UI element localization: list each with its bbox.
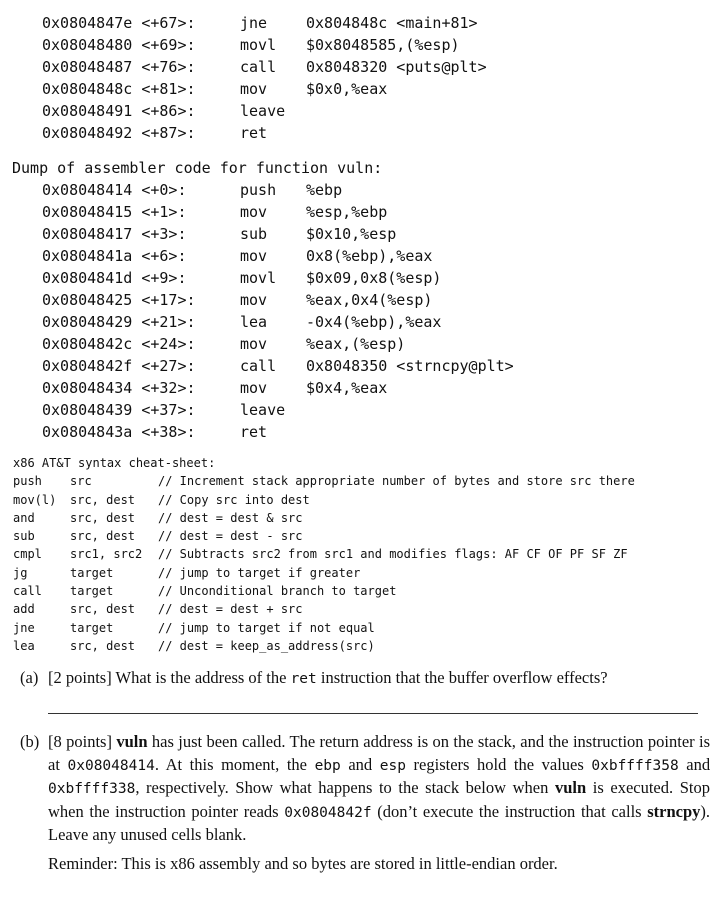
question-a-text-2: instruction that the buffer overflow effects? (320, 668, 608, 687)
cheat-args: target (70, 620, 114, 635)
question-b-code-1: 0x08048414 (67, 757, 155, 774)
asm-line (0, 245, 715, 267)
asm-address: 0x0804847e <+67>: (42, 14, 196, 32)
main-disassembly (0, 12, 715, 144)
cheat-instr: cmpl (13, 547, 42, 562)
question-a-text-1: What is the address of the (115, 668, 287, 687)
cheat-row (0, 472, 715, 490)
cheat-sheet-title-row (0, 454, 715, 472)
cheat-row (0, 637, 715, 655)
asm-address: 0x08048415 <+1>: (42, 203, 187, 221)
question-b-text (48, 731, 710, 847)
cheat-instr: lea (13, 638, 35, 653)
cheat-args: src, dest (70, 638, 136, 653)
asm-mnemonic: push (240, 181, 277, 199)
asm-address: 0x08048487 <+76>: (42, 58, 196, 76)
question-a-code: ret (290, 671, 317, 687)
question-b-text-7: is executed. Stop when the instruction pointer reads (48, 778, 710, 821)
asm-address: 0x08048417 <+3>: (42, 225, 187, 243)
asm-line (0, 377, 715, 399)
asm-line (0, 399, 715, 421)
question-b-text-2: . At this moment, the (154, 754, 307, 774)
question-b-text-9: ). Leave any unused cells blank. (48, 801, 711, 844)
asm-line (0, 421, 715, 443)
reminder-text: Reminder: This is x86 assembly and so bytes are stored in little-endian order. (48, 854, 558, 873)
asm-line (0, 78, 715, 100)
asm-mnemonic: ret (240, 423, 268, 441)
cheat-comment: // jump to target if greater (158, 565, 361, 580)
asm-address: 0x0804842c <+24>: (42, 335, 196, 353)
cheat-sheet-title: x86 AT&T syntax cheat-sheet: (13, 456, 216, 470)
asm-operands: $0x09,0x8(%esp) (306, 269, 442, 287)
asm-mnemonic: mov (240, 291, 268, 309)
asm-mnemonic: jne (240, 14, 268, 32)
question-b-bold-1: vuln (116, 732, 148, 751)
cheat-comment: // dest = keep_as_address(src) (158, 638, 375, 653)
cheat-instr: mov(l) (13, 492, 57, 507)
cheat-args: src1, src2 (70, 547, 143, 562)
cheat-row (0, 491, 715, 509)
asm-operands: $0x4,%eax (306, 379, 388, 397)
question-b-code-6: 0x0804842f (284, 804, 372, 821)
cheat-args: src (70, 474, 92, 489)
cheat-instr: push (13, 474, 42, 489)
cheat-row (0, 509, 715, 527)
asm-mnemonic: mov (240, 379, 268, 397)
asm-address: 0x0804841a <+6>: (42, 247, 187, 265)
cheat-row (0, 527, 715, 545)
question-b-text-1: has just been called. The return address is on the stack, and the instruction pointer is at (48, 732, 711, 774)
asm-address: 0x08048434 <+32>: (42, 379, 196, 397)
asm-line (0, 34, 715, 56)
cheat-comment: // Unconditional branch to target (158, 584, 397, 599)
question-b-bold-2: vuln (554, 778, 587, 797)
asm-operands: 0x8(%ebp),%eax (306, 247, 433, 265)
asm-mnemonic: mov (240, 247, 268, 265)
cheat-comment: // Subtracts src2 from src1 and modifies flags: AF CF OF PF SF ZF (158, 547, 628, 562)
asm-address: 0x0804848c <+81>: (42, 80, 196, 98)
asm-address: 0x0804841d <+9>: (42, 269, 187, 287)
question-a-text (48, 667, 708, 691)
cheat-args: src, dest (70, 529, 136, 544)
asm-address: 0x08048480 <+69>: (42, 36, 196, 54)
asm-operands: %eax,(%esp) (306, 335, 406, 353)
vuln-header: Dump of assembler code for function vuln: (12, 159, 383, 177)
asm-line (0, 267, 715, 289)
cheat-instr: and (13, 510, 35, 525)
cheat-comment: // dest = dest & src (158, 510, 303, 525)
asm-operands: 0x8048350 <strncpy@plt> (306, 357, 514, 375)
cheat-row (0, 564, 715, 582)
asm-operands: -0x4(%ebp),%eax (306, 313, 442, 331)
asm-address: 0x08048425 <+17>: (42, 291, 196, 309)
question-b-bold-3: strncpy (647, 801, 701, 821)
question-b-label: (b) (20, 732, 40, 751)
asm-operands: %esp,%ebp (306, 203, 388, 221)
cheat-comment: // jump to target if not equal (158, 620, 375, 635)
cheat-args: src, dest (70, 510, 136, 525)
asm-mnemonic: call (240, 357, 277, 375)
asm-operands: $0x8048585,(%esp) (306, 36, 460, 54)
question-b-text-3: and (348, 754, 373, 774)
cheat-instr: jne (13, 620, 35, 635)
asm-line (0, 12, 715, 34)
asm-line (0, 311, 715, 333)
asm-line (0, 100, 715, 122)
question-b-code-3: esp (379, 757, 406, 774)
asm-line (0, 289, 715, 311)
cheat-args: target (70, 584, 114, 599)
question-b-text-6: , respectively. Show what happens to the stack below when (135, 778, 549, 797)
question-b-text-5: and (686, 754, 711, 774)
asm-line (0, 56, 715, 78)
cheat-instr: sub (13, 529, 35, 544)
asm-address: 0x0804843a <+38>: (42, 423, 196, 441)
asm-operands: 0x804848c <main+81> (306, 14, 478, 32)
cheat-comment: // Increment stack appropriate number of bytes and store src there (158, 474, 635, 489)
cheat-args: target (70, 565, 114, 580)
asm-mnemonic: sub (240, 225, 268, 243)
cheat-sheet (0, 454, 715, 655)
asm-mnemonic: mov (240, 335, 268, 353)
cheat-row (0, 545, 715, 563)
asm-line (0, 179, 715, 201)
asm-operands: $0x10,%esp (306, 225, 397, 243)
asm-address: 0x08048491 <+86>: (42, 102, 196, 120)
asm-mnemonic: leave (240, 102, 286, 120)
asm-operands: $0x0,%eax (306, 80, 388, 98)
asm-line (0, 201, 715, 223)
asm-address: 0x08048439 <+37>: (42, 401, 196, 419)
cheat-instr: jg (13, 565, 28, 580)
cheat-args: src, dest (70, 602, 136, 617)
asm-operands: %ebp (306, 181, 343, 199)
asm-mnemonic: lea (240, 313, 268, 331)
cheat-comment: // dest = dest - src (158, 529, 303, 544)
answer-line-a[interactable] (48, 713, 698, 714)
asm-line (0, 122, 715, 144)
asm-address: 0x0804842f <+27>: (42, 357, 196, 375)
question-b-points: [8 points] (48, 732, 112, 751)
asm-mnemonic: ret (240, 124, 268, 142)
asm-mnemonic: movl (240, 36, 277, 54)
cheat-row (0, 582, 715, 600)
vuln-disassembly (0, 157, 715, 443)
asm-mnemonic: call (240, 58, 277, 76)
cheat-instr: call (13, 584, 42, 599)
question-b-code-4: 0xbffff358 (591, 757, 679, 774)
asm-line (0, 355, 715, 377)
asm-operands: 0x8048320 <puts@plt> (306, 58, 487, 76)
asm-operands: %eax,0x4(%esp) (306, 291, 433, 309)
cheat-row (0, 619, 715, 637)
asm-mnemonic: mov (240, 80, 268, 98)
cheat-row (0, 600, 715, 618)
asm-address: 0x08048429 <+21>: (42, 313, 196, 331)
asm-address: 0x08048492 <+87>: (42, 124, 196, 142)
cheat-comment: // dest = dest + src (158, 602, 303, 617)
asm-line (0, 223, 715, 245)
question-b-text-8: (don’t execute the instruction that calls (377, 801, 642, 821)
cheat-comment: // Copy src into dest (158, 492, 310, 507)
question-b-code-5: 0xbffff338 (48, 781, 136, 797)
asm-mnemonic: mov (240, 203, 268, 221)
asm-mnemonic: movl (240, 269, 277, 287)
asm-mnemonic: leave (240, 401, 286, 419)
asm-address: 0x08048414 <+0>: (42, 181, 187, 199)
cheat-args: src, dest (70, 492, 136, 507)
question-b-text-4: registers hold the values (413, 754, 584, 774)
question-a-points: [2 points] (48, 668, 112, 687)
question-b-code-2: ebp (314, 757, 341, 774)
asm-line (0, 333, 715, 355)
cheat-instr: add (13, 602, 35, 617)
question-a-label: (a) (20, 668, 39, 687)
vuln-header-row (0, 157, 715, 179)
